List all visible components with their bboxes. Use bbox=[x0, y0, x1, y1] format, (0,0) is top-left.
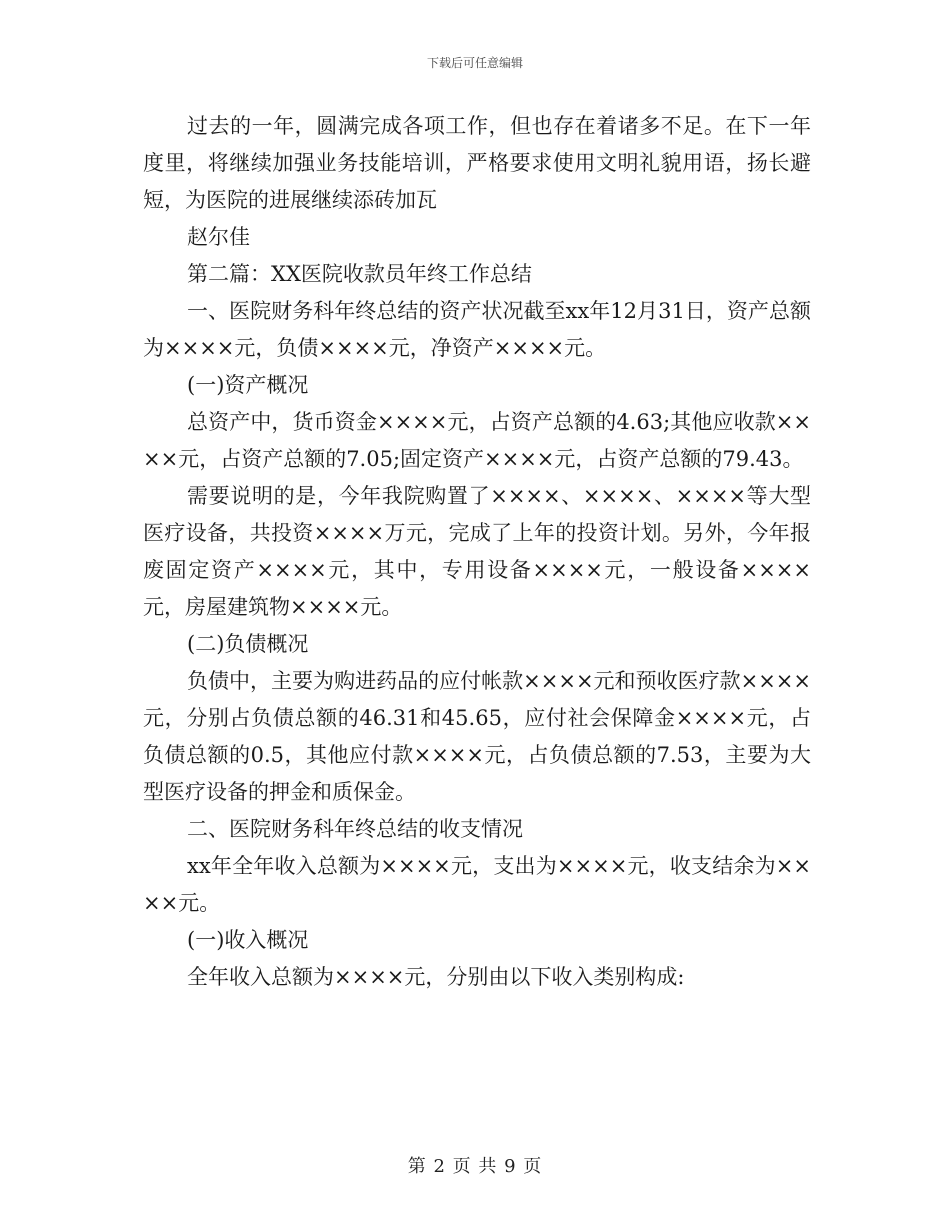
subheading-assets-overview: (一)资产概况 bbox=[187, 373, 309, 397]
document-body bbox=[143, 108, 811, 996]
section-title-part-two: 第二篇：XX医院收款员年终工作总结 bbox=[187, 262, 532, 286]
paragraph-income-categories: 全年收入总额为××××元，分别由以下收入类别构成: bbox=[187, 965, 685, 989]
page-number: 第 2 页 共 9 页 bbox=[407, 1156, 543, 1177]
section-heading-income-expense: 二、医院财务科年终总结的收支情况 bbox=[187, 817, 523, 841]
subheading-liabilities-overview: (二)负债概况 bbox=[187, 632, 309, 656]
paragraph-assets-detail: 总资产中，货币资金××××元，占资产总额的4.63;其他应收款××××元，占资产总额的7.05;固定资产××××元，占资产总额的79.43。 bbox=[143, 410, 811, 471]
page-header-note: 下载后可任意编辑 bbox=[426, 56, 523, 70]
subheading-income-overview: (一)收入概况 bbox=[187, 928, 309, 952]
paragraph-closing-summary: 过去的一年，圆满完成各项工作，但也存在着诸多不足。在下一年度里，将继续加强业务技能培训，严格要求使用文明礼貌用语，扬长避短，为医院的进展继续添砖加瓦 bbox=[143, 114, 811, 212]
paragraph-asset-status: 一、医院财务科年终总结的资产状况截至xx年12月31日，资产总额为××××元，负债××××元，净资产××××元。 bbox=[143, 299, 811, 360]
paragraph-equipment-note: 需要说明的是，今年我院购置了××××、××××、××××等大型医疗设备，共投资××××万元，完成了上年的投资计划。另外，今年报废固定资产××××元，其中，专用设备××××元，一般设备××××元，房屋建筑物××××元。 bbox=[143, 484, 811, 619]
author-signature: 赵尔佳 bbox=[187, 225, 250, 249]
paragraph-liabilities-detail: 负债中，主要为购进药品的应付帐款××××元和预收医疗款××××元，分别占负债总额的46.31和45.65，应付社会保障金××××元，占负债总额的0.5，其他应付款××××元，占负债总额的7.53，主要为大型医疗设备的押金和质保金。 bbox=[143, 669, 811, 804]
paragraph-annual-income: xx年全年收入总额为××××元，支出为××××元，收支结余为××××元。 bbox=[143, 854, 811, 915]
